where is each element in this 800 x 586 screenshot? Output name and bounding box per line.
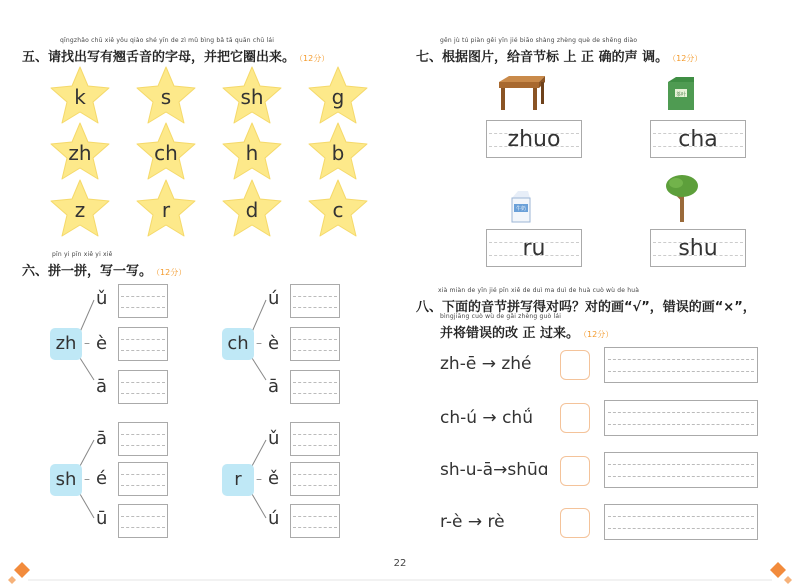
final: ā [268,376,280,397]
writing-box[interactable] [118,462,168,496]
star-letter-text: zh [68,141,92,165]
expression: zh-ē → zhé [440,354,532,374]
section7-score: （12分） [672,54,703,63]
star-letter-text: ch [154,141,178,165]
page-number: 22 [393,558,407,569]
final: ú [268,288,280,309]
writing-box[interactable] [290,370,340,404]
final: ā [96,376,108,397]
star-letter-text: s [160,85,172,109]
syllable-text: cha [678,127,718,152]
section8-title-2-text: 并将错误的改 正 过来。 [440,326,580,341]
initial-zh: zh [50,328,82,360]
star-letter-text: z [74,198,86,222]
final: é [96,468,108,489]
answer-box[interactable] [604,400,758,436]
right-diamond-icon [770,562,786,578]
milk-label: 牛奶 [515,206,527,212]
section6-score: （12分） [156,268,187,277]
milk-carton-icon [506,190,534,224]
check-box[interactable] [560,456,590,486]
pinyin-box-cha[interactable] [650,120,746,158]
tea-label: 茶叶 [675,92,687,98]
initial-r: r [222,464,254,496]
section5-pinyin: qīngzhǎo chū xiě yǒu qiào shé yīn de zì mǔ bìng bǎ tā quān chū lái [60,37,275,44]
pinyin-box-shu[interactable] [650,229,746,267]
section5-title-text: 五、请找出写有翘舌音的字母，并把它圈出来。 [22,50,296,65]
footer-decoration [0,556,800,586]
final: ǔ [268,428,280,449]
pinyin-box-zhuo[interactable] [486,120,582,158]
writing-box[interactable] [118,370,168,404]
final: ǔ [96,288,108,309]
star-letter-text: r [161,198,171,222]
answer-box[interactable] [604,347,758,383]
section8-score: （12分） [583,330,614,339]
check-box[interactable] [560,403,590,433]
writing-box[interactable] [290,504,340,538]
writing-box[interactable] [118,327,168,361]
final: è [268,333,280,354]
writing-box[interactable] [290,422,340,456]
final: è [96,333,108,354]
writing-box[interactable] [290,327,340,361]
syllable-text: shu [678,236,718,261]
left-diamond-icon [14,562,30,578]
section8-title-2 [440,322,613,341]
writing-box[interactable] [290,284,340,318]
section6-title-text: 六、拼一拼，写一写。 [22,264,153,279]
writing-box[interactable] [118,504,168,538]
check-box[interactable] [560,508,590,538]
final: ú [268,508,280,529]
answer-box[interactable] [604,452,758,488]
dash: – [256,336,262,350]
desk-icon [497,74,547,112]
writing-box[interactable] [290,462,340,496]
expression: ch-ú → chǘ [440,408,533,428]
final: ě [268,468,280,489]
section6-pinyin: pīn yi pīn xiě yi xiě [52,251,113,258]
section8-pinyin-1: xià miàn de yīn jié pīn xiě de duì ma duì de huà cuò wù de huà [438,287,640,294]
section8-title-1: 八、下面的音节拼写得对吗？对的画“√”，错误的画“×”， [416,300,756,315]
section7-title-text: 七、根据图片，给音节标 上 正 确的声 调。 [416,50,669,65]
tea-box-icon [664,76,698,112]
star-letter-text: c [332,198,344,222]
star-letter-text: g [331,85,345,109]
star-letter-text: k [74,85,86,109]
syllable-text: zhuo [507,127,561,152]
pinyin-box-ru[interactable] [486,229,582,267]
section7-title [416,46,702,65]
star-letter-text: d [245,198,259,222]
final: ā [96,428,108,449]
dash: – [84,472,90,486]
writing-box[interactable] [118,422,168,456]
initial-sh: sh [50,464,82,496]
expression: r-è → rè [440,512,505,532]
right-small-diamond-icon [784,576,792,584]
section8-pinyin-2: bìngjiāng cuò wù de gǎi zhèng guò lái [440,313,562,320]
tree-icon [664,172,700,224]
syllable-text: ru [522,236,546,261]
star-letter-text: sh [240,85,264,109]
left-small-diamond-icon [8,576,16,584]
initial-ch: ch [222,328,254,360]
star-letter-text: h [245,141,259,165]
expression: sh-u-ā→shūɑ [440,460,549,480]
dash: – [256,472,262,486]
star-letter-text: b [331,141,345,165]
section5-score: （12分） [299,54,330,63]
writing-box[interactable] [118,284,168,318]
answer-box[interactable] [604,504,758,540]
section7-pinyin: gēn jù tú piàn gěi yīn jié biāo shàng zhèng què de shēng diào [440,37,638,44]
check-box[interactable] [560,350,590,380]
dash: – [84,336,90,350]
final: ū [96,508,108,529]
